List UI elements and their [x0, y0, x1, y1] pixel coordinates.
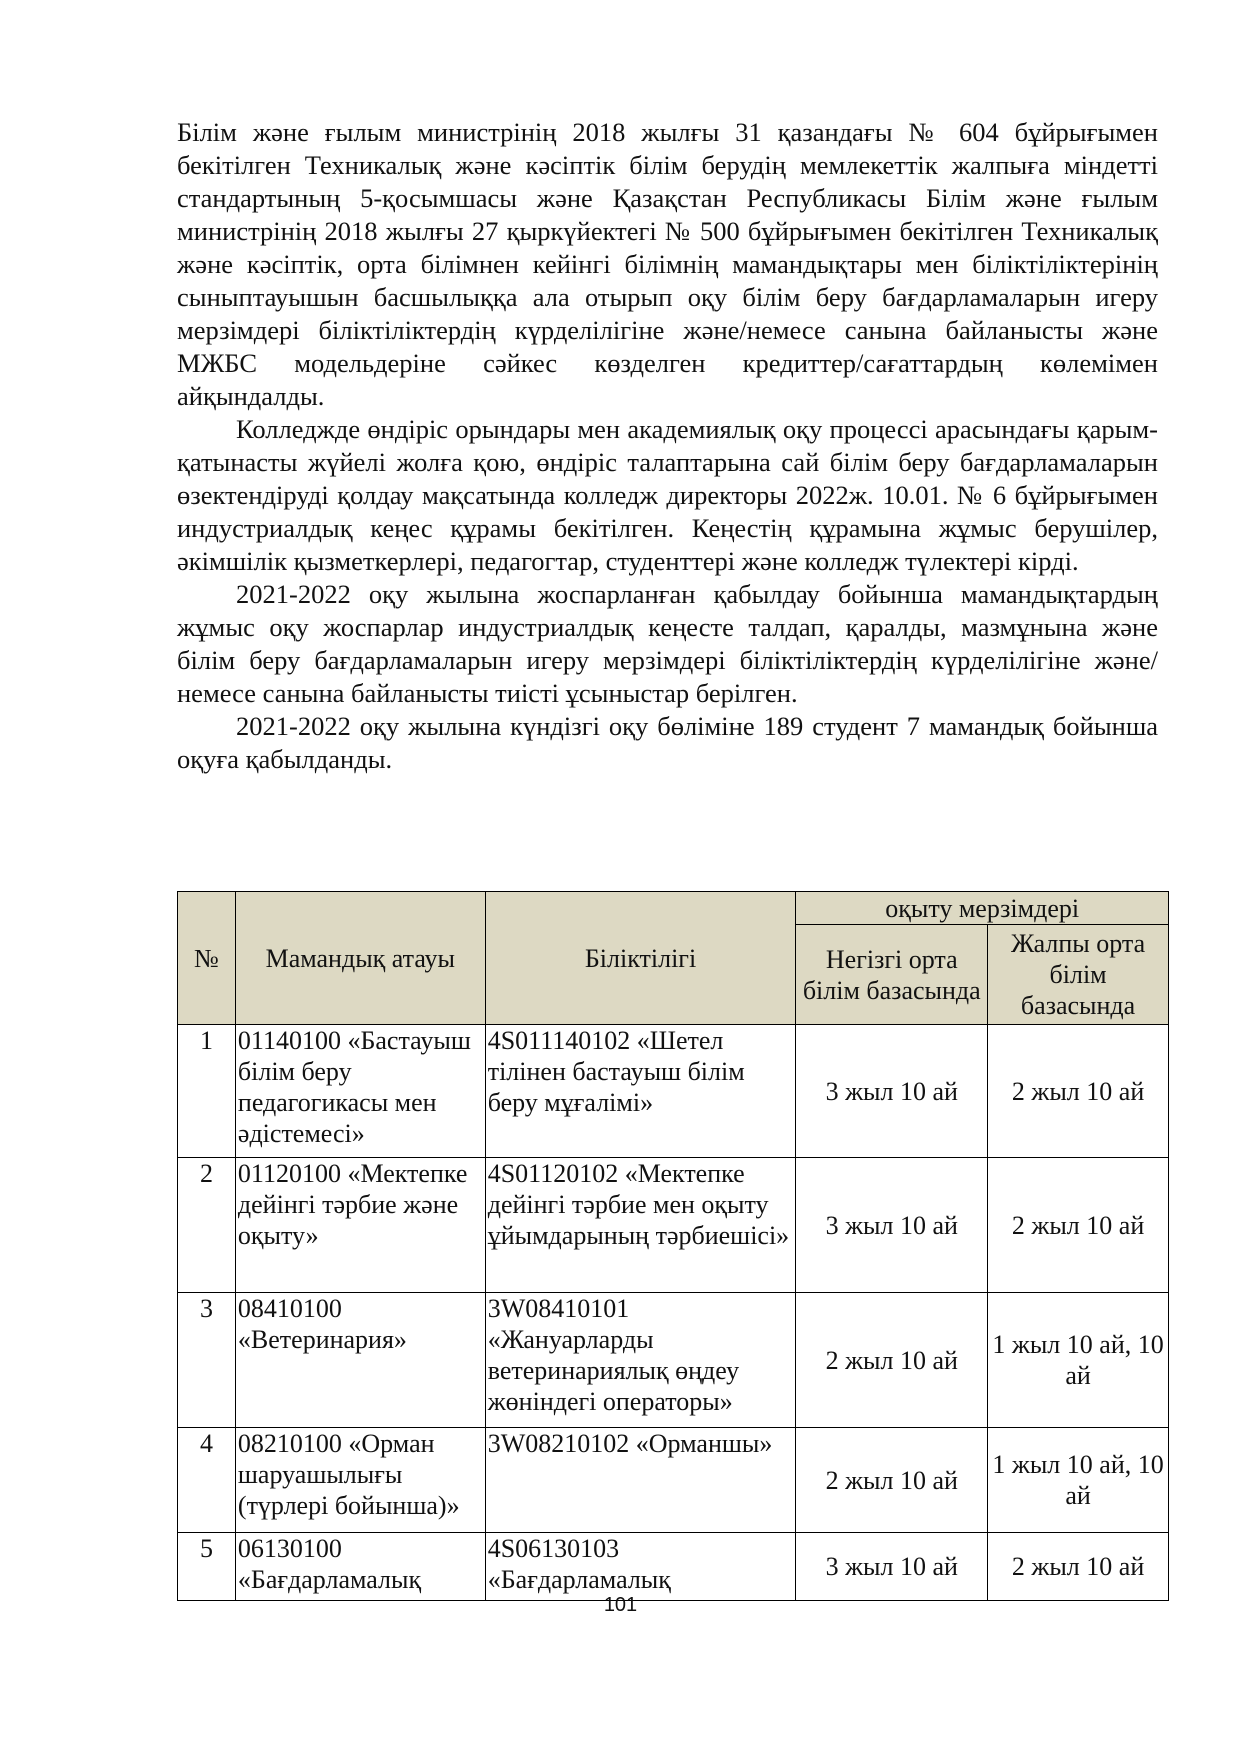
header-number: №	[178, 892, 236, 1025]
general-duration-cell: 2 жыл 10 ай	[988, 1025, 1169, 1158]
basic-duration-cell: 2 жыл 10 ай	[796, 1293, 988, 1428]
table-row	[178, 1533, 1169, 1601]
specialty-cell: 01140100 «Бастауыш білім беру педагогикасы мен әдістемесі»	[235, 1025, 485, 1158]
basic-duration-cell: 2 жыл 10 ай	[796, 1428, 988, 1533]
paragraph: Колледжде өндіріс орындары мен академиялық оқу процессі арасындағы қарым-қатынасты жүйелі жолға қою, өндіріс талаптарына сай білім беру бағдарламаларын өзектендіруді қолдау мақсатында колледж директоры 2022ж. 10.01. № 6 бұйрығымен индустриалдық кеңес құрамы бекітілген. Кеңестің құрамына жұмыс берушілер, әкімшілік қызметкерлері, педагогтар, студенттері және колледж түлектері кірді.	[177, 414, 1158, 576]
paragraph: 2021-2022 оқу жылына жоспарланған қабылдау бойынша мамандықтардың жұмыс оқу жоспарлар индустриалдық кеңесте талдап, қаралды, мазмұнына және білім беру бағдарламаларын игеру мерзімдері біліктіліктердің күрделілігіне және/немесе санына байланысты тиісті ұсыныстар берілген.	[177, 579, 1158, 708]
row-number: 3	[178, 1293, 236, 1428]
header-duration-group: оқыту мерзімдері	[796, 892, 1169, 925]
row-number: 5	[178, 1533, 236, 1601]
table-row	[178, 1025, 1169, 1158]
general-duration-cell: 2 жыл 10 ай	[988, 1533, 1169, 1601]
table-header-row	[178, 892, 1169, 925]
specialty-cell: 08410100 «Ветеринария»	[235, 1293, 485, 1428]
header-qualification: Біліктілігі	[485, 892, 796, 1025]
specialty-cell: 01120100 «Мектепке дейінгі тәрбие және оқыту»	[235, 1158, 485, 1293]
general-duration-cell: 2 жыл 10 ай	[988, 1158, 1169, 1293]
row-number: 2	[178, 1158, 236, 1293]
qualification-cell: 4S06130103 «Бағдарламалық	[485, 1533, 796, 1601]
header-general-education: Жалпы орта білім базасында	[988, 925, 1169, 1025]
table-row	[178, 1428, 1169, 1533]
specialties-table	[177, 891, 1169, 1601]
specialty-cell: 06130100 «Бағдарламалық	[235, 1533, 485, 1601]
row-number: 1	[178, 1025, 236, 1158]
body-text	[177, 116, 1158, 776]
paragraph: Білім және ғылым министрінің 2018 жылғы 31 қазандағы № 604 бұйрығымен бекітілген Техникалық және кәсіптік білім берудің мемлекеттік жалпыға міндетті стандартының 5-қосымшасы және Қазақстан Республикасы Білім және ғылым министрінің 2018 жылғы 27 қыркүйектегі № 500 бұйрығымен бекітілген Техникалық және кәсіптік, орта білімнен кейінгі білімнің мамандықтары мен біліктіліктерінің сыныптауышын басшылыққа ала отырып оқу білім беру бағдарламаларын игеру мерзімдері біліктіліктердің күрделілігіне және/немесе санына байланысты және МЖБС модельдеріне сәйкес көзделген кредиттер/сағаттардың көлемімен айқындалды.	[177, 117, 1158, 411]
page-number: 101	[603, 1594, 638, 1616]
row-number: 4	[178, 1428, 236, 1533]
qualification-cell: 4S01120102 «Мектепке дейінгі тәрбие мен оқыту ұйымдарының тәрбиешісі»	[485, 1158, 796, 1293]
paragraph: 2021-2022 оқу жылына күндізгі оқу бөліміне 189 студент 7 мамандық бойынша оқуға қабылданды.	[177, 711, 1158, 774]
basic-duration-cell: 3 жыл 10 ай	[796, 1158, 988, 1293]
table-row	[178, 1293, 1169, 1428]
qualification-cell: 3W08210102 «Орманшы»	[485, 1428, 796, 1533]
header-basic-education: Негізгі орта білім базасында	[796, 925, 988, 1025]
table-row	[178, 1158, 1169, 1293]
basic-duration-cell: 3 жыл 10 ай	[796, 1025, 988, 1158]
qualification-cell: 3W08410101 «Жануарларды ветеринариялық өңдеу жөніндегі операторы»	[485, 1293, 796, 1428]
header-specialty: Мамандық атауы	[235, 892, 485, 1025]
general-duration-cell: 1 жыл 10 ай, 10 ай	[988, 1428, 1169, 1533]
qualification-cell: 4S011140102 «Шетел тілінен бастауыш білім беру мұғалімі»	[485, 1025, 796, 1158]
specialty-cell: 08210100 «Орман шаруашылығы (түрлері бойынша)»	[235, 1428, 485, 1533]
basic-duration-cell: 3 жыл 10 ай	[796, 1533, 988, 1601]
general-duration-cell: 1 жыл 10 ай, 10 ай	[988, 1293, 1169, 1428]
